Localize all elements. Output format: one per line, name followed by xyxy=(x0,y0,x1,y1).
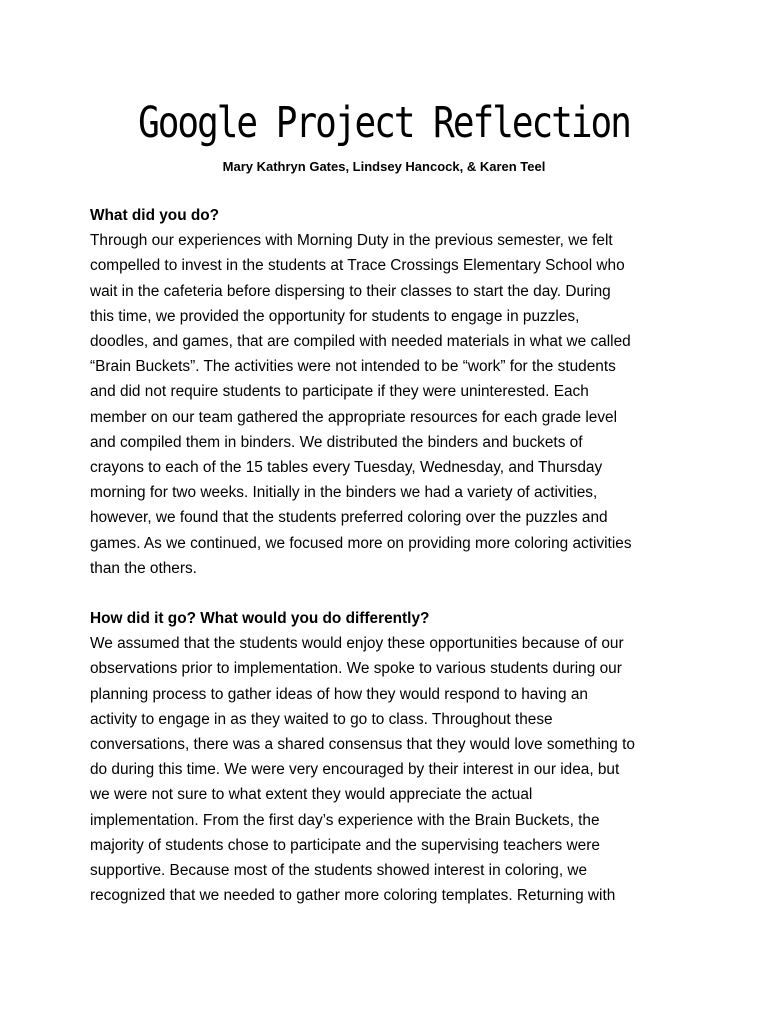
paragraph-line: conversations, there was a shared consensus that they would love something to xyxy=(90,736,635,754)
paragraph-line: however, we found that the students preferred coloring over the puzzles and xyxy=(90,509,608,527)
paragraph-line: activity to engage in as they waited to go to class. Throughout these xyxy=(90,710,553,728)
paragraph-line: crayons to each of the 15 tables every Tuesday, Wednesday, and Thursday xyxy=(90,459,603,477)
paragraph-line: this time, we provided the opportunity for students to engage in puzzles, xyxy=(90,307,580,325)
paragraph-line: member on our team gathered the appropriate resources for each grade level xyxy=(90,408,618,426)
paragraph-line: compelled to invest in the students at Trace Crossings Elementary School who xyxy=(90,257,625,275)
paragraph-line: “Brain Buckets”. The activities were not intended to be “work” for the students xyxy=(90,358,616,376)
paragraph-line: We assumed that the students would enjoy these opportunities because of our xyxy=(90,635,624,653)
paragraph-line: we were not sure to what extent they would appreciate the actual xyxy=(90,786,533,804)
paragraph-line: planning process to gather ideas of how they would respond to having an xyxy=(90,685,588,703)
document-title: Google Project Reflection xyxy=(138,99,630,148)
paragraph-line: doodles, and games, that are compiled with needed materials in what we called xyxy=(90,333,631,351)
paragraph-line: and compiled them in binders. We distributed the binders and buckets of xyxy=(90,433,583,451)
section-how-did-it-go xyxy=(90,606,680,908)
paragraph-line: morning for two weeks. Initially in the binders we had a variety of activities, xyxy=(90,484,598,502)
paragraph-line: recognized that we needed to gather more coloring templates. Returning with xyxy=(90,887,616,905)
paragraph-line: do during this time. We were very encouraged by their interest in our idea, but xyxy=(90,761,620,779)
paragraph-line: supportive. Because most of the students showed interest in coloring, we xyxy=(90,862,588,880)
paragraph-line: wait in the cafeteria before dispersing to their classes to start the day. During xyxy=(90,282,611,300)
paragraph-line: games. As we continued, we focused more on providing more coloring activities xyxy=(90,534,632,552)
paragraph-line: and did not require students to participate if they were uninterested. Each xyxy=(90,383,589,401)
paragraph-line: majority of students chose to participate and the supervising teachers were xyxy=(90,836,600,854)
document-authors: Mary Kathryn Gates, Lindsey Hancock, & Karen Teel xyxy=(222,159,546,174)
section-heading: How did it go? What would you do differently? xyxy=(90,610,430,627)
paragraph-line: observations prior to implementation. We spoke to various students during our xyxy=(90,660,622,678)
paragraph-line: Through our experiences with Morning Duty in the previous semester, we felt xyxy=(90,232,613,250)
section-heading: What did you do? xyxy=(90,207,220,224)
paragraph-line: than the others. xyxy=(90,559,197,577)
section-what-did-you-do xyxy=(90,203,680,581)
paragraph-line: implementation. From the first day’s experience with the Brain Buckets, the xyxy=(90,811,600,829)
